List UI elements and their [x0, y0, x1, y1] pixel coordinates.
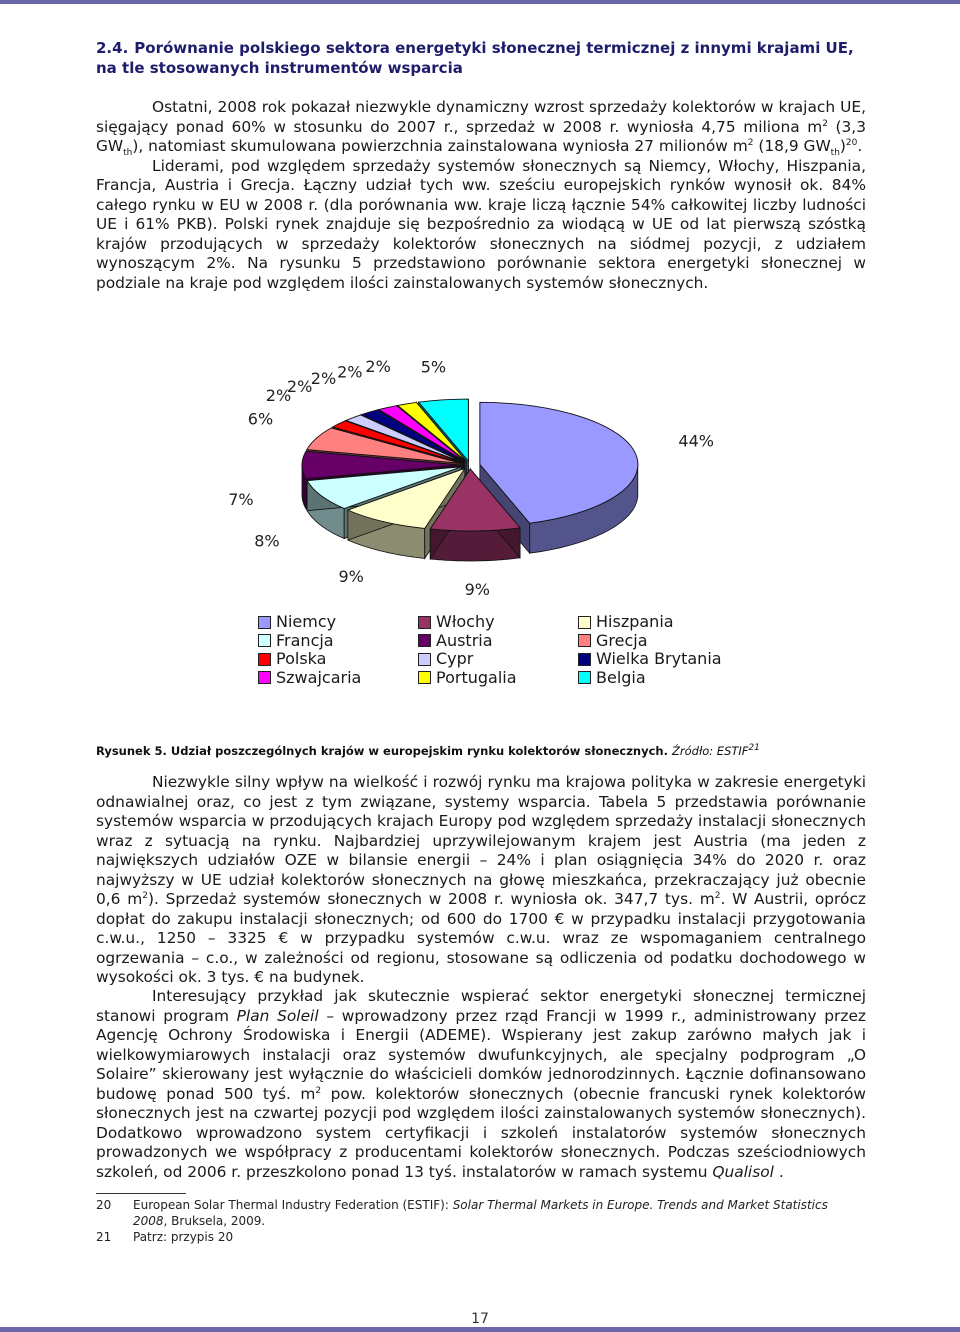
- legend-label: Wielka Brytania: [596, 649, 722, 668]
- legend-swatch: [258, 671, 271, 684]
- pie-label-Grecja: 6%: [247, 409, 274, 429]
- legend-label: Cypr: [436, 649, 474, 668]
- legend-label: Włochy: [436, 612, 495, 631]
- legend-swatch: [258, 616, 271, 629]
- footnote-separator: [96, 1193, 186, 1194]
- legend-item: [578, 613, 738, 632]
- legend-label: Grecja: [596, 630, 648, 650]
- section-number: 2.4.: [96, 39, 129, 57]
- footnotes: [96, 1197, 866, 1245]
- top-accent-bar: [0, 0, 960, 4]
- legend-item: [578, 669, 738, 688]
- legend-label: Portugalia: [436, 667, 517, 687]
- legend-item: [418, 669, 578, 688]
- pie-label-Wielka Brytania: 2%: [310, 369, 337, 388]
- figure-caption: Rysunek 5. Udział poszczególnych krajów w europejskim rynku kolektorów słonecznych. Źródło: ESTIF$^{21}$: [96, 743, 760, 758]
- pie-label-Niemcy: 44%: [678, 431, 714, 451]
- paragraph-intro: Ostatni, 2008 rok pokazał niezwykle dynamiczny wzrost sprzedaży kolektorów w krajach UE, sięgający ponad 60% w stosunku do 2007 r., sprzedaż w 2008 r. wyniosła 4,75 miliona $m^2$ (3,3 $GW_{th}$), natomiast skumulowana powierzchnia zainstalowana wyniosła 27 milionów $m^2$ (18,9 $GW_{th})^{20}$. Liderami, pod względem sprzedaży systemów słonecznych są Niemcy, Włochy, Hiszpania, Francja, Austria i Grecja. Łączny udział tych ww. sześciu europejskich rynków wynosił ok. 84% całego rynku w EU w 2008 r. (dla porównania ww. kraje liczą łącznie 54% całkowitej liczby ludności UE i 61% PKB). Polski rynek znajduje się bezpośrednio za wiodącą w UE od lat pierwszą szóstką krajów przodujących w sprzedaży kolektorów słonecznych na siódmej pozycji, z udziałem wynoszącym 2%. Na rysunku 5 przedstawiono porównanie sektora energetyki słonecznej w podziale na kraje pod względem ilości zainstalowanych systemów słonecznych.: [96, 98, 866, 292]
- pie-label-Cypr: 2%: [286, 377, 313, 396]
- chart-legend: [258, 613, 738, 687]
- section-title: Porównanie polskiego sektora energetyki słonecznej termicznej z innymi krajami UE, na tle stosowanych instrumentów wsparcia: [96, 39, 854, 77]
- legend-item: [258, 613, 418, 632]
- pie-label-Francja: 8%: [254, 531, 280, 551]
- legend-item: [418, 613, 578, 632]
- page-number: 17: [471, 1311, 489, 1327]
- legend-swatch: [578, 616, 591, 629]
- legend-item: [258, 669, 418, 688]
- legend-swatch: [418, 653, 431, 666]
- footnote-20: 20 European Solar Thermal Industry Federation (ESTIF): Solar Thermal Markets in Europe. Trends and Market Statistics 2008, Bruksela, 2009.: [96, 1198, 828, 1228]
- legend-label: Belgia: [596, 667, 646, 687]
- legend-swatch: [418, 671, 431, 684]
- pie-label-Portugalia: 2%: [365, 356, 391, 376]
- pie-label-Austria: 7%: [228, 490, 254, 509]
- legend-item: [258, 632, 418, 651]
- pie-label-Belgia: 5%: [420, 357, 447, 377]
- paragraph-support-systems: Niezwykle silny wpływ na wielkość i rozwój rynku ma krajowa polityka w zakresie energetyki odnawialnej oraz, co jest z tym związane, systemy wsparcia. Tabela 5 przedstawia porównanie systemów wsparcia w przodujących krajach Europy pod względem sprzedaży instalacji słonecznych wraz z sytuacją na rynku. Najbardziej uprzywilejowanym krajem jest Austria (ma jeden z największych udziałów OZE w bilansie energii – 24% i plan osiągnięcia 34% do 2020 r. oraz najwyższy w UE udział kolektorów słonecznych na głowę mieszkańca, przekraczający już obecnie 0,6 $m^2$). Sprzedaż systemów słonecznych w 2008 r. wyniosła ok. 347,7 tys. $m^2$. W Austrii, oprócz dopłat do zakupu instalacji słonecznych; od 600 do 1700 € w przypadku instalacji przygotowania c.w.u., 1250 – 3325 € w przypadku systemów c.w.u. wraz ze wspomaganiem centralnego ogrzewania – c.o., w zależności od regionu, stosowane są odliczenia od podatku dochodowego w wysokości ok. 3 tys. € na budynek.: [96, 773, 866, 986]
- legend-item: [418, 650, 578, 669]
- pie-label-Polska: 2%: [265, 386, 292, 406]
- legend-item: [578, 650, 738, 669]
- paragraph-plan-soleil: Interesujący przykład jak skutecznie wspierać sektor energetyki słonecznej termicznej stanowi program Plan Soleil – wprowadzony przez rząd Francji w 1999 r., administrowany przez Agencję Ochrony Środowiska i Energii (ADEME). Wspierany jest zakup zarówno małych jak i wielkowymiarowych instalacji oraz systemów dwufunkcyjnych, ale specjalny podprogram „O Solaire” skierowany jest wyłącznie do właścicieli domków jednorodzinnych. Łącznie dofinansowano budowę ponad 500 tyś. $m^2$ pow. kolektorów słonecznych (obecnie francuski rynek kolektorów słonecznych jest na czwartej pozycji pod względem ilości zainstalowanych systemów słonecznych). Dodatkowo wprowadzono system certyfikacji i szkoleń instalatorów systemów słonecznych prowadzonych we współpracy z producentami kolektorów słonecznych. Podczas sześciodniowych szkoleń, od 2006 r. przeszkolono ponad 13 tyś. instalatorów w ramach systemu Qualisol .: [96, 987, 866, 1181]
- pie-label-Hiszpania: 9%: [338, 566, 364, 586]
- legend-item: [418, 632, 578, 651]
- legend-swatch: [258, 634, 271, 647]
- legend-item: [578, 632, 738, 651]
- legend-swatch: [418, 616, 431, 629]
- legend-label: Austria: [436, 630, 493, 650]
- legend-label: Polska: [276, 649, 327, 668]
- pie-label-Włochy: 9%: [464, 579, 490, 599]
- bottom-accent-bar: [0, 1327, 960, 1332]
- legend-swatch: [578, 634, 591, 647]
- legend-label: Szwajcaria: [276, 667, 362, 687]
- section-heading: [96, 38, 866, 78]
- legend-swatch: [578, 653, 591, 666]
- pie-label-Szwajcaria: 2%: [337, 362, 363, 382]
- legend-label: Hiszpania: [596, 612, 674, 631]
- footnote-21: 21 Patrz: przypis 20: [96, 1230, 234, 1244]
- legend-swatch: [418, 634, 431, 647]
- legend-item: [258, 650, 418, 669]
- legend-label: Niemcy: [276, 612, 337, 631]
- legend-swatch: [578, 671, 591, 684]
- legend-swatch: [258, 653, 271, 666]
- legend-label: Francja: [276, 630, 334, 650]
